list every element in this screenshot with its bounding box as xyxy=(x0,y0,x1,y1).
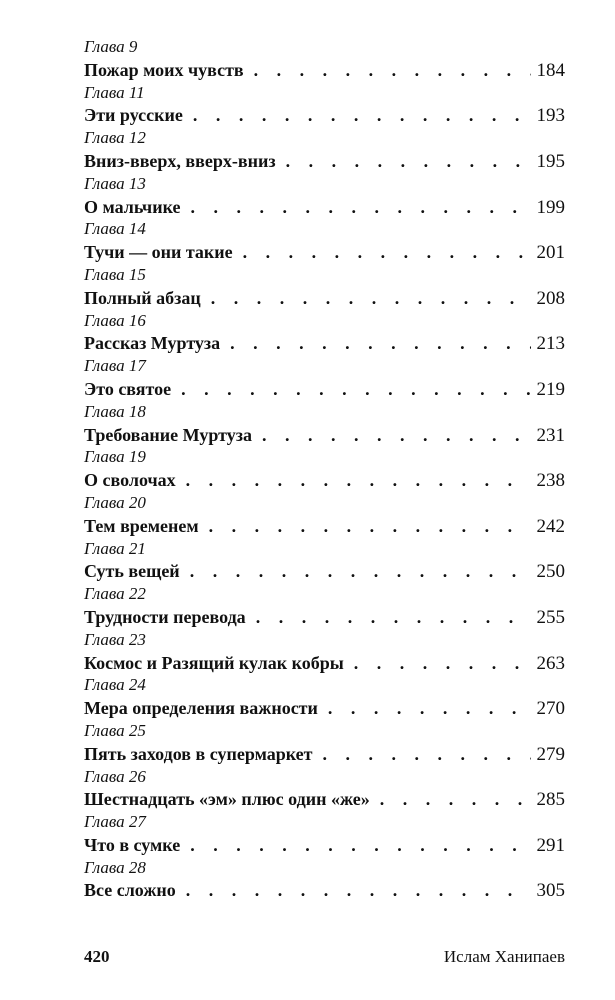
chapter-title: Тучи — они такие xyxy=(84,242,233,263)
chapter-title: Эти русские xyxy=(84,105,183,126)
toc-line xyxy=(84,378,565,401)
page-number: 219 xyxy=(536,378,565,400)
chapter-title: Что в сумке xyxy=(84,834,181,855)
chapter-label: Глава 16 xyxy=(84,310,146,330)
chapter-label: Глава 23 xyxy=(84,629,146,649)
chapter-label: Глава 11 xyxy=(84,82,145,102)
page-number: 270 xyxy=(536,698,565,720)
page-number: 279 xyxy=(536,743,565,765)
toc-entry xyxy=(84,583,565,629)
chapter-label: Глава 19 xyxy=(84,447,146,467)
table-of-contents xyxy=(84,36,565,902)
chapter-title: О мальчике xyxy=(84,196,181,217)
toc-line xyxy=(84,332,565,355)
chapter-label: Глава 25 xyxy=(84,720,146,740)
toc-line xyxy=(84,606,565,629)
chapter-label: Глава 12 xyxy=(84,128,146,148)
chapter-title: Вниз-вверх, вверх-вниз xyxy=(84,150,276,171)
chapter-title: Мера определения важности xyxy=(84,698,318,719)
chapter-title: Это святое xyxy=(84,378,172,399)
toc-entry xyxy=(84,629,565,675)
chapter-title: Рассказ Муртуза xyxy=(84,333,221,354)
page-number: 231 xyxy=(536,424,565,446)
page-number: 305 xyxy=(536,880,565,902)
chapter-label: Глава 26 xyxy=(84,766,146,786)
toc-entry xyxy=(84,446,565,492)
dot-leader xyxy=(328,697,531,720)
toc-line xyxy=(84,241,565,264)
dot-leader xyxy=(322,743,530,766)
page-number: 184 xyxy=(536,59,565,81)
page-number: 263 xyxy=(536,652,565,674)
page-footer xyxy=(84,947,565,967)
folio-number: 420 xyxy=(84,947,110,966)
page-number: 201 xyxy=(536,242,565,264)
toc-line xyxy=(84,879,565,902)
dot-leader xyxy=(262,424,531,447)
toc-line xyxy=(84,743,565,766)
toc-entry xyxy=(84,538,565,584)
chapter-label: Глава 9 xyxy=(84,37,138,56)
chapter-label: Глава 14 xyxy=(84,219,146,239)
chapter-title: Пожар моих чувств xyxy=(84,59,244,80)
toc-entry xyxy=(84,674,565,720)
toc-entry xyxy=(84,355,565,401)
toc-entry xyxy=(84,264,565,310)
dot-leader xyxy=(186,469,531,492)
chapter-title: Полный абзац xyxy=(84,287,201,308)
toc-entry xyxy=(84,173,565,219)
chapter-title: Пять заходов в супермаркет xyxy=(84,743,313,764)
toc-entry xyxy=(84,82,565,128)
chapter-title: О сволочах xyxy=(84,470,176,491)
chapter-title: Трудности перевода xyxy=(84,606,246,627)
page-number: 285 xyxy=(536,789,565,811)
toc-line xyxy=(84,424,565,447)
dot-leader xyxy=(190,560,531,583)
chapter-title: Требование Муртуза xyxy=(84,424,252,445)
toc-entry xyxy=(84,811,565,857)
chapter-label: Глава 22 xyxy=(84,584,146,604)
chapter-label: Глава 27 xyxy=(84,812,146,832)
page-number: 242 xyxy=(536,515,565,537)
dot-leader xyxy=(193,104,531,127)
page-number: 255 xyxy=(536,606,565,628)
toc-line xyxy=(84,196,565,219)
toc-line xyxy=(84,150,565,173)
toc-line xyxy=(84,59,565,82)
toc-line xyxy=(84,104,565,127)
dot-leader xyxy=(186,879,531,902)
dot-leader xyxy=(190,196,530,219)
chapter-label: Глава 17 xyxy=(84,356,146,376)
chapter-title: Космос и Разящий кулак кобры xyxy=(84,652,344,673)
dot-leader xyxy=(243,241,531,264)
page-number: 238 xyxy=(536,470,565,492)
toc-line xyxy=(84,560,565,583)
dot-leader xyxy=(286,150,531,173)
toc-line xyxy=(84,834,565,857)
toc-line xyxy=(84,515,565,538)
toc-line xyxy=(84,469,565,492)
toc-line xyxy=(84,287,565,310)
page-number: 250 xyxy=(536,561,565,583)
page-number: 213 xyxy=(536,333,565,355)
dot-leader xyxy=(190,834,530,857)
dot-leader xyxy=(380,788,531,811)
dot-leader xyxy=(181,378,530,401)
toc-line xyxy=(84,652,565,675)
chapter-title: Шестнадцать «эм» плюс один «же» xyxy=(84,789,370,810)
toc-entry xyxy=(84,401,565,447)
toc-entry xyxy=(84,492,565,538)
dot-leader xyxy=(211,287,531,310)
chapter-label: Глава 15 xyxy=(84,264,146,284)
dot-leader xyxy=(209,515,531,538)
toc-entry xyxy=(84,127,565,173)
toc-entry xyxy=(84,218,565,264)
toc-entry xyxy=(84,310,565,356)
toc-line xyxy=(84,788,565,811)
page-number: 193 xyxy=(536,105,565,127)
toc-entry xyxy=(84,857,565,903)
page-number: 208 xyxy=(536,287,565,309)
dot-leader xyxy=(256,606,531,629)
chapter-label: Глава 13 xyxy=(84,173,146,193)
page-number: 199 xyxy=(536,196,565,218)
toc-entry xyxy=(84,766,565,812)
chapter-title: Суть вещей xyxy=(84,561,180,582)
toc-line xyxy=(84,697,565,720)
toc-entry xyxy=(84,720,565,766)
chapter-label: Глава 18 xyxy=(84,401,146,421)
page-number: 195 xyxy=(536,150,565,172)
chapter-label: Глава 24 xyxy=(84,675,146,695)
author-name: Ислам Ханипаев xyxy=(443,947,565,966)
chapter-label: Глава 21 xyxy=(84,538,146,558)
dot-leader xyxy=(254,59,531,82)
chapter-label: Глава 20 xyxy=(84,492,146,512)
dot-leader xyxy=(230,332,530,355)
chapter-label: Глава 28 xyxy=(84,857,146,877)
page-number: 291 xyxy=(536,834,565,856)
chapter-title: Все сложно xyxy=(84,880,176,901)
toc-entry xyxy=(84,36,565,82)
chapter-title: Тем временем xyxy=(84,515,199,536)
dot-leader xyxy=(354,652,531,675)
